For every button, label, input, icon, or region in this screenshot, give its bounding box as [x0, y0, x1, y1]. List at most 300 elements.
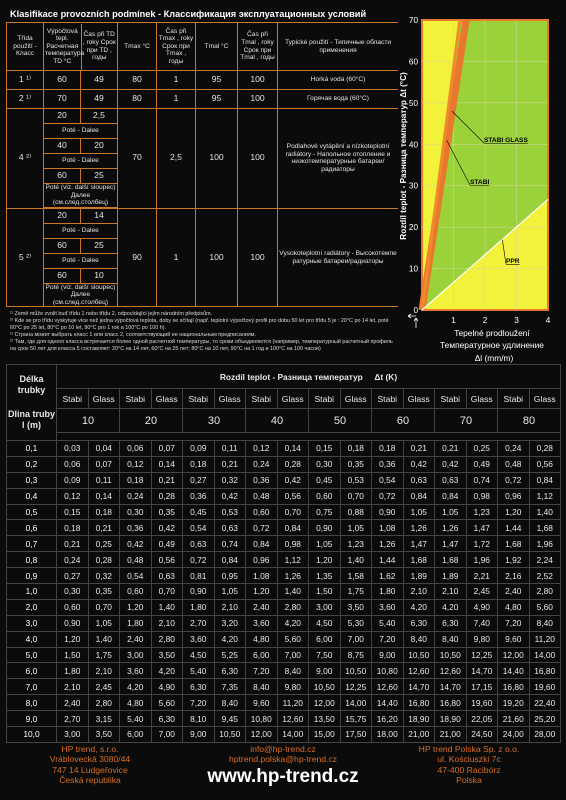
tmal-cell: 95 [196, 90, 238, 109]
value-cell: 5,40 [183, 663, 215, 679]
tmax-cell: 80 [118, 90, 157, 109]
td-years-cell: 20 [81, 139, 118, 154]
header-tmal: Tmal °C [196, 23, 238, 71]
value-cell: 2,80 [277, 599, 309, 615]
value-cell: 3,00 [57, 727, 89, 743]
value-cell: 1,89 [435, 568, 467, 584]
value-cell: 4,90 [151, 679, 183, 695]
value-cell: 0,60 [309, 488, 341, 504]
value-cell: 0,84 [277, 520, 309, 536]
value-cell: 0,15 [309, 441, 341, 457]
value-cell: 0,14 [277, 441, 309, 457]
value-cell: 2,40 [120, 631, 152, 647]
class-cell: 5 ²⁾ [7, 208, 44, 307]
value-cell: 4,20 [214, 631, 246, 647]
value-cell: 0,24 [246, 456, 278, 472]
note: ¹⁾ Země může zvolit buď třídu 1 nebo třídu 2, odpovídající jejím národním předpisům. [10, 311, 213, 318]
note-cell: Poté (viz. další sloupec) Далее (см.след.столбец) [45, 184, 116, 207]
value-cell: 0,74 [466, 472, 498, 488]
td-cell: 60 [44, 169, 81, 184]
value-cell: 0,49 [151, 536, 183, 552]
value-cell: 0,98 [277, 536, 309, 552]
value-cell: 14,70 [403, 679, 435, 695]
value-cell: 14,40 [498, 663, 530, 679]
glass-header: Glass [151, 389, 183, 409]
length-cell: 0,7 [7, 536, 57, 552]
length-cell: 4,0 [7, 631, 57, 647]
value-cell: 0,72 [498, 472, 530, 488]
value-cell: 0,81 [183, 568, 215, 584]
value-cell: 1,80 [372, 584, 404, 600]
value-cell: 1,44 [372, 552, 404, 568]
value-cell: 18,90 [435, 711, 467, 727]
header-tmal-years: Čas při Tmal , roky Срок при Tmal , годы [238, 23, 278, 71]
value-cell: 2,10 [151, 615, 183, 631]
value-cell: 7,50 [309, 647, 341, 663]
value-cell: 1,20 [57, 631, 89, 647]
y-tick-label: 10 [408, 264, 418, 274]
value-cell: 0,90 [372, 504, 404, 520]
value-cell: 1,26 [277, 568, 309, 584]
header-tmax-years: Čas při Tmax , roky Срок при Tmax , годы [157, 23, 196, 71]
value-cell: 15,75 [340, 711, 372, 727]
value-cell: 2,70 [183, 615, 215, 631]
value-cell: 2,10 [403, 584, 435, 600]
tmal-years-cell: 100 [238, 90, 278, 109]
value-cell: 0,35 [340, 456, 372, 472]
footer [0, 744, 566, 800]
value-cell: 1,68 [498, 536, 530, 552]
value-cell: 3,15 [88, 711, 120, 727]
value-cell: 0,72 [183, 552, 215, 568]
email-link[interactable]: hptrend.polska@hp-trend.cz [228, 754, 338, 765]
value-cell: 5,30 [340, 615, 372, 631]
value-cell: 12,00 [309, 695, 341, 711]
value-cell: 5,40 [372, 615, 404, 631]
website-link[interactable]: www.hp-trend.cz [207, 766, 359, 787]
value-cell: 0,42 [214, 488, 246, 504]
class-4-row [7, 109, 399, 124]
length-subheader: Dlina truby l (m) [7, 408, 55, 430]
value-cell: 1,40 [88, 631, 120, 647]
value-cell: 0,14 [151, 456, 183, 472]
table-title: Rozdíl teplot - Разница температур [219, 371, 363, 382]
tmax-years-cell: 1 [157, 71, 196, 90]
td-years-cell: 25 [81, 169, 118, 184]
value-cell: 0,96 [498, 488, 530, 504]
table-row [7, 615, 561, 631]
value-cell: 9,00 [372, 647, 404, 663]
x-tick-label: 1 [451, 316, 456, 325]
value-cell: 25,20 [529, 711, 561, 727]
value-cell: 0,11 [88, 472, 120, 488]
length-cell: 0,8 [7, 552, 57, 568]
value-cell: 2,21 [466, 568, 498, 584]
value-cell: 9,00 [183, 727, 215, 743]
value-cell: 11,20 [277, 695, 309, 711]
value-cell: 12,60 [403, 663, 435, 679]
value-cell: 2,45 [466, 584, 498, 600]
value-cell: 0,72 [246, 520, 278, 536]
value-cell: 0,42 [277, 472, 309, 488]
tmax-cell: 80 [118, 71, 157, 90]
value-cell: 0,18 [88, 504, 120, 520]
value-cell: 1,68 [529, 520, 561, 536]
length-cell: 7,0 [7, 679, 57, 695]
length-cell: 6,0 [7, 663, 57, 679]
x-tick-label: 4 [545, 316, 551, 325]
value-cell: 0,21 [88, 520, 120, 536]
glass-header: Glass [340, 389, 372, 409]
value-cell: 12,00 [498, 647, 530, 663]
stabi-header: Stabi [498, 389, 530, 409]
value-cell: 1,68 [403, 552, 435, 568]
footer-address-cz [30, 744, 150, 786]
value-cell: 0,70 [277, 504, 309, 520]
value-cell: 1,44 [498, 520, 530, 536]
table-row [7, 536, 561, 552]
value-cell: 0,98 [466, 488, 498, 504]
value-cell: 4,20 [120, 679, 152, 695]
value-cell: 6,00 [120, 727, 152, 743]
value-cell: 7,40 [466, 615, 498, 631]
value-cell: 3,50 [88, 727, 120, 743]
value-cell: 0,30 [120, 504, 152, 520]
stabi-header: Stabi [120, 389, 152, 409]
length-cell: 9,0 [7, 711, 57, 727]
length-cell: 0,1 [7, 441, 57, 457]
value-cell: 0,12 [57, 488, 89, 504]
glass-header: Glass [88, 389, 120, 409]
length-cell: 1,0 [7, 584, 57, 600]
value-cell: 0,90 [309, 520, 341, 536]
use-cell: Podlahové vytápění a nízkoteplotní radiátory - Напольное отопление и низкотемпературные батареи/радиаторы [278, 109, 399, 209]
class-cell: 4 ²⁾ [7, 109, 44, 209]
value-cell: 2,16 [498, 568, 530, 584]
value-cell: 2,10 [88, 663, 120, 679]
value-cell: 4,50 [309, 615, 341, 631]
length-cell: 3,0 [7, 615, 57, 631]
value-cell: 1,75 [88, 647, 120, 663]
length-cell: 10,0 [7, 727, 57, 743]
value-cell: 0,74 [214, 536, 246, 552]
value-cell: 0,25 [88, 536, 120, 552]
value-cell: 7,00 [340, 631, 372, 647]
city: 747 14 Ludgeřovice [52, 764, 128, 775]
value-cell: 9,45 [214, 711, 246, 727]
value-cell: 3,50 [340, 599, 372, 615]
value-cell: 0,54 [120, 568, 152, 584]
value-cell: 3,20 [214, 615, 246, 631]
value-cell: 7,00 [277, 647, 309, 663]
value-cell: 14,00 [277, 727, 309, 743]
value-cell: 1,50 [57, 647, 89, 663]
td-cell: 60 [44, 238, 81, 253]
then-cell: Poté - Dalее [44, 154, 118, 169]
value-cell: 0,42 [151, 520, 183, 536]
value-cell: 0,28 [88, 552, 120, 568]
then-cell: Poté - Dalее [44, 124, 118, 139]
y-tick-label: 20 [408, 223, 418, 233]
y-tick-label: 40 [408, 140, 418, 150]
value-cell: 0,53 [214, 504, 246, 520]
stabi-header: Stabi [246, 389, 278, 409]
company-name: HP trend, s.r.o. [61, 744, 119, 754]
value-cell: 16,80 [529, 663, 561, 679]
value-cell: 0,95 [214, 568, 246, 584]
td-years-cell: 49 [81, 71, 118, 90]
td-cell: 70 [44, 90, 81, 109]
classification-header-row [7, 23, 399, 71]
value-cell: 10,50 [309, 679, 341, 695]
classification-table [6, 22, 399, 307]
value-cell: 0,28 [277, 456, 309, 472]
value-cell: 0,88 [340, 504, 372, 520]
table-row [7, 695, 561, 711]
value-cell: 0,75 [309, 504, 341, 520]
table-row [7, 599, 561, 615]
value-cell: 0,09 [183, 441, 215, 457]
temperature-header: 30 [183, 409, 246, 433]
value-cell: 22,05 [466, 711, 498, 727]
table-row [7, 711, 561, 727]
value-cell: 1,23 [466, 504, 498, 520]
value-cell: 3,00 [309, 599, 341, 615]
value-cell: 0,11 [214, 441, 246, 457]
value-cell: 7,35 [214, 679, 246, 695]
value-cell: 0,15 [57, 504, 89, 520]
value-cell: 0,60 [246, 504, 278, 520]
classification-notes [6, 307, 398, 352]
stabi-header: Stabi [183, 389, 215, 409]
note-cell: Poté (viz. další sloupec) Далее (см.след.столбец) [45, 283, 116, 306]
value-cell: 2,24 [529, 552, 561, 568]
value-cell: 0,06 [57, 456, 89, 472]
value-cell: 14,00 [529, 647, 561, 663]
value-cell: 9,60 [498, 631, 530, 647]
tmax-cell: 90 [118, 208, 157, 307]
value-cell: 5,25 [214, 647, 246, 663]
length-cell: 0,3 [7, 472, 57, 488]
tmax-years-cell: 1 [157, 208, 196, 307]
value-cell: 1,12 [277, 552, 309, 568]
value-cell: 1,47 [466, 520, 498, 536]
value-cell: 6,00 [309, 631, 341, 647]
table-row [7, 663, 561, 679]
value-cell: 4,50 [183, 647, 215, 663]
value-cell: 0,54 [372, 472, 404, 488]
value-cell: 3,50 [151, 647, 183, 663]
use-cell: Горячая вода (60°C) [278, 90, 399, 109]
length-cell: 5,0 [7, 647, 57, 663]
company-name: HP trend Polska Sp. z o.o. [418, 744, 520, 754]
value-cell: 1,40 [277, 584, 309, 600]
value-cell: 1,26 [435, 520, 467, 536]
temperature-row [7, 409, 561, 433]
value-cell: 8,40 [246, 679, 278, 695]
value-cell: 24,50 [466, 727, 498, 743]
street: ul. Kościuszki 7c [437, 754, 501, 765]
tmal-years-cell: 100 [238, 208, 278, 307]
value-cell: 0,60 [57, 599, 89, 615]
expansion-chart [398, 6, 560, 364]
value-cell: 0,18 [340, 441, 372, 457]
value-cell: 0,84 [403, 488, 435, 504]
value-cell: 21,60 [498, 711, 530, 727]
value-cell: 0,63 [183, 536, 215, 552]
value-cell: 3,60 [183, 631, 215, 647]
tmal-cell: 100 [196, 109, 238, 209]
value-cell: 3,60 [120, 663, 152, 679]
value-cell: 0,14 [88, 488, 120, 504]
value-cell: 0,84 [246, 536, 278, 552]
city: 47-400 Racibórz [437, 764, 501, 775]
value-cell: 1,08 [372, 520, 404, 536]
value-cell: 1,35 [309, 568, 341, 584]
value-cell: 0,56 [529, 456, 561, 472]
value-cell: 0,21 [151, 472, 183, 488]
value-cell: 21,00 [403, 727, 435, 743]
value-cell: 1,89 [403, 568, 435, 584]
table-row [7, 488, 561, 504]
value-cell: 6,30 [214, 663, 246, 679]
value-cell: 0,03 [57, 441, 89, 457]
value-cell: 0,30 [309, 456, 341, 472]
x-axis-label-1: Tepelné prodloužení [454, 328, 530, 338]
value-cell: 1,12 [529, 488, 561, 504]
series-label-stabi-glass: STABI GLASS [484, 137, 528, 144]
value-cell: 1,20 [246, 584, 278, 600]
header-class: Třída použití - Класс [7, 23, 44, 71]
temperature-header: 70 [435, 409, 498, 433]
value-cell: 0,24 [57, 552, 89, 568]
value-cell: 14,70 [466, 663, 498, 679]
value-cell: 0,06 [120, 441, 152, 457]
value-cell: 2,80 [151, 631, 183, 647]
value-cell: 6,30 [403, 615, 435, 631]
glass-header: Glass [277, 389, 309, 409]
value-cell: 18,90 [403, 711, 435, 727]
value-cell: 1,05 [309, 536, 341, 552]
value-cell: 0,36 [183, 488, 215, 504]
value-cell: 0,56 [277, 488, 309, 504]
value-cell: 14,40 [372, 695, 404, 711]
value-cell: 0,49 [466, 456, 498, 472]
value-cell: 8,40 [403, 631, 435, 647]
tmal-cell: 95 [196, 71, 238, 90]
value-cell: 6,30 [151, 711, 183, 727]
glass-header: Glass [214, 389, 246, 409]
value-cell: 8,40 [529, 615, 561, 631]
value-cell: 1,08 [246, 568, 278, 584]
email-link[interactable]: info@hp-trend.cz [250, 744, 316, 754]
glass-header: Glass [403, 389, 435, 409]
temperature-header: 50 [309, 409, 372, 433]
value-cell: 0,18 [183, 456, 215, 472]
value-cell: 0,53 [340, 472, 372, 488]
value-cell: 4,20 [151, 663, 183, 679]
value-cell: 0,32 [88, 568, 120, 584]
value-cell: 9,80 [277, 679, 309, 695]
table-row [7, 631, 561, 647]
value-cell: 0,42 [403, 456, 435, 472]
value-cell: 0,63 [214, 520, 246, 536]
x-axis-label-3: Δl (mm/m) [474, 353, 514, 363]
x-tick-label: 3 [514, 316, 519, 325]
value-cell: 7,20 [498, 615, 530, 631]
value-cell: 13,50 [309, 711, 341, 727]
table-row [7, 456, 561, 472]
value-cell: 0,84 [435, 488, 467, 504]
value-cell: 2,70 [57, 711, 89, 727]
class-row-1 [7, 71, 399, 90]
length-cell: 0,4 [7, 488, 57, 504]
stabi-header: Stabi [435, 389, 467, 409]
value-cell: 4,90 [466, 599, 498, 615]
value-cell: 4,20 [435, 599, 467, 615]
header-td-years: Čas při TD , roky Срок при TD , годы [82, 31, 116, 62]
value-cell: 0,63 [435, 472, 467, 488]
table-row [7, 568, 561, 584]
material-row [7, 389, 561, 409]
value-cell: 7,20 [372, 631, 404, 647]
value-cell: 1,26 [372, 536, 404, 552]
value-cell: 1,05 [403, 504, 435, 520]
tmal-years-cell: 100 [238, 71, 278, 90]
value-cell: 1,80 [120, 615, 152, 631]
note: ²⁾ Kde se pro třídu vyskytuje více než jedna výpočtová teplota, doby se sčítají (např. teplotní výpočtový profil pro dobu 50 let pro třídu 5 je : 20°C po 14 let, poté 60°C po 25 let, 80°C po 10 let, 90°C pro 1 rok a 100°C po 100 h). [10, 318, 389, 332]
td-cell: 20 [44, 208, 81, 223]
value-cell: 1,47 [435, 536, 467, 552]
series-label-ppr: PPR [506, 258, 520, 265]
value-cell: 6,30 [435, 615, 467, 631]
value-cell: 0,48 [120, 552, 152, 568]
value-cell: 0,96 [246, 552, 278, 568]
value-cell: 0,35 [151, 504, 183, 520]
value-cell: 0,84 [214, 552, 246, 568]
value-cell: 5,60 [277, 631, 309, 647]
value-cell: 0,36 [246, 472, 278, 488]
class-5-row [7, 208, 399, 223]
value-cell: 4,80 [498, 599, 530, 615]
class-row-2 [7, 90, 399, 109]
value-cell: 9,80 [466, 631, 498, 647]
value-cell: 2,40 [246, 599, 278, 615]
table-title-cell [57, 365, 561, 389]
value-cell: 8,10 [183, 711, 215, 727]
value-cell: 12,00 [246, 727, 278, 743]
temperature-header: 20 [120, 409, 183, 433]
value-cell: 0,12 [246, 441, 278, 457]
length-header: Délka trubky [17, 374, 46, 396]
value-cell: 0,72 [372, 488, 404, 504]
value-cell: 1,50 [309, 584, 341, 600]
value-cell: 19,60 [529, 679, 561, 695]
value-cell: 21,00 [435, 727, 467, 743]
value-cell: 0,63 [151, 568, 183, 584]
value-cell: 0,35 [88, 584, 120, 600]
value-cell: 9,00 [309, 663, 341, 679]
y-tick-label: 70 [408, 16, 418, 25]
value-cell: 0,09 [57, 472, 89, 488]
td-cell: 60 [44, 268, 81, 283]
glass-header: Glass [529, 389, 561, 409]
value-cell: 7,20 [183, 695, 215, 711]
value-cell: 1,05 [340, 520, 372, 536]
value-cell: 12,60 [435, 663, 467, 679]
value-cell: 15,00 [309, 727, 341, 743]
value-cell: 4,20 [277, 615, 309, 631]
